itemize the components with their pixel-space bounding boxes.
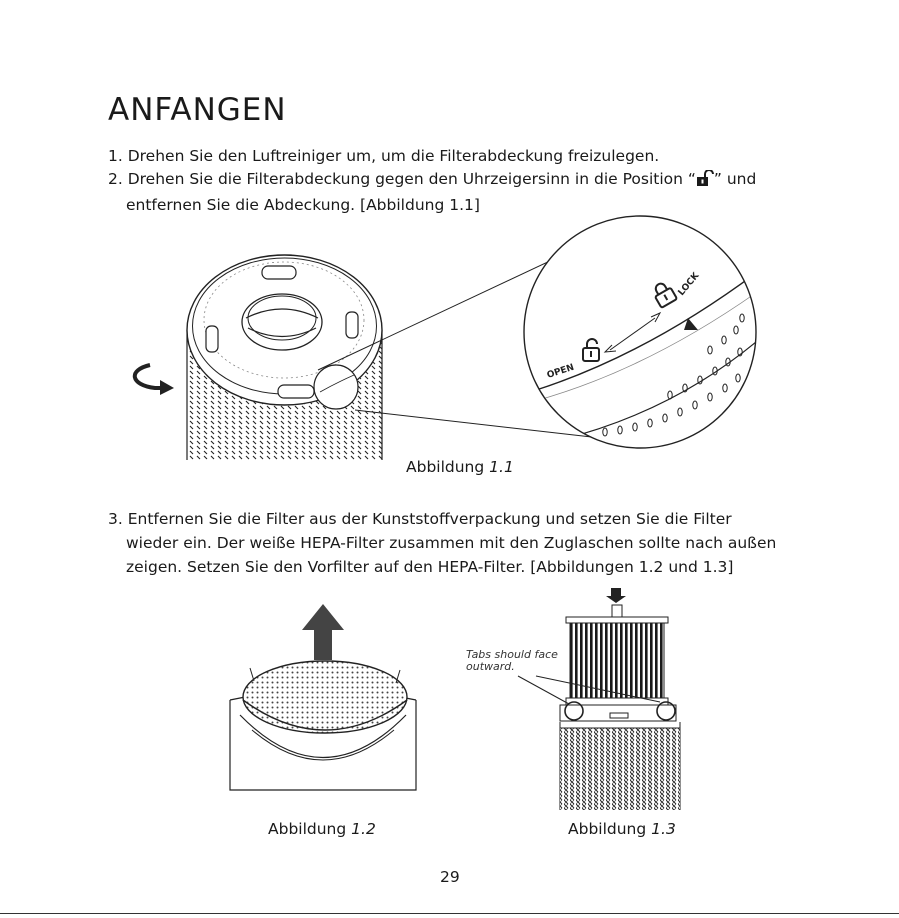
caption-1-2-word: Abbildung: [268, 820, 347, 838]
step-2-text-c: entfernen Sie die Abdeckung. [Abbildung 1.1]: [126, 196, 480, 214]
caption-1-1-word: Abbildung: [406, 458, 485, 476]
caption-1-1-num: 1.1: [489, 458, 514, 476]
caption-1-2-num: 1.2: [351, 820, 376, 838]
tabs-note-line-1: Tabs should face: [466, 648, 558, 661]
figure-1-3: [518, 588, 680, 810]
purifier-illustration: [187, 255, 382, 460]
open-label: OPEN: [545, 362, 576, 381]
step-3-text-b: wieder ein. Der weiße HEPA-Filter zusammen mit den Zuglaschen sollte nach außen: [126, 534, 777, 552]
caption-1-3-word: Abbildung: [568, 820, 647, 838]
step-3: [108, 507, 868, 579]
step-3-text-c: zeigen. Setzen Sie den Vorfilter auf den HEPA-Filter. [Abbildungen 1.2 und 1.3]: [126, 558, 734, 576]
tabs-note: [466, 649, 576, 673]
lock-label: LOCK: [676, 271, 702, 298]
footer-rule: [0, 913, 899, 914]
step-3-text-a: 3. Entfernen Sie die Filter aus der Kunststoffverpackung und setzen Sie die Filter: [108, 510, 732, 528]
step-2-text-a: 2. Drehen Sie die Filterabdeckung gegen den Uhrzeigersinn in die Position “: [108, 170, 696, 188]
page-title: ANFANGEN: [108, 92, 287, 128]
step-2-text-b: ” und: [713, 170, 757, 188]
caption-1-2: [268, 820, 376, 838]
caption-1-3-num: 1.3: [651, 820, 676, 838]
caption-1-1: [406, 458, 514, 476]
up-arrow-icon: [302, 604, 344, 660]
zoom-detail: [520, 216, 770, 448]
tabs-note-line-2: outward.: [466, 660, 515, 673]
figure-1-2: [230, 604, 416, 790]
caption-1-3: [568, 820, 676, 838]
step-1-text: 1. Drehen Sie den Luftreiniger um, um die Filterabdeckung freizulegen.: [108, 147, 660, 165]
page-number: 29: [440, 868, 460, 886]
rotate-arrow-icon: [135, 365, 174, 395]
down-arrow-icon: [606, 588, 626, 603]
